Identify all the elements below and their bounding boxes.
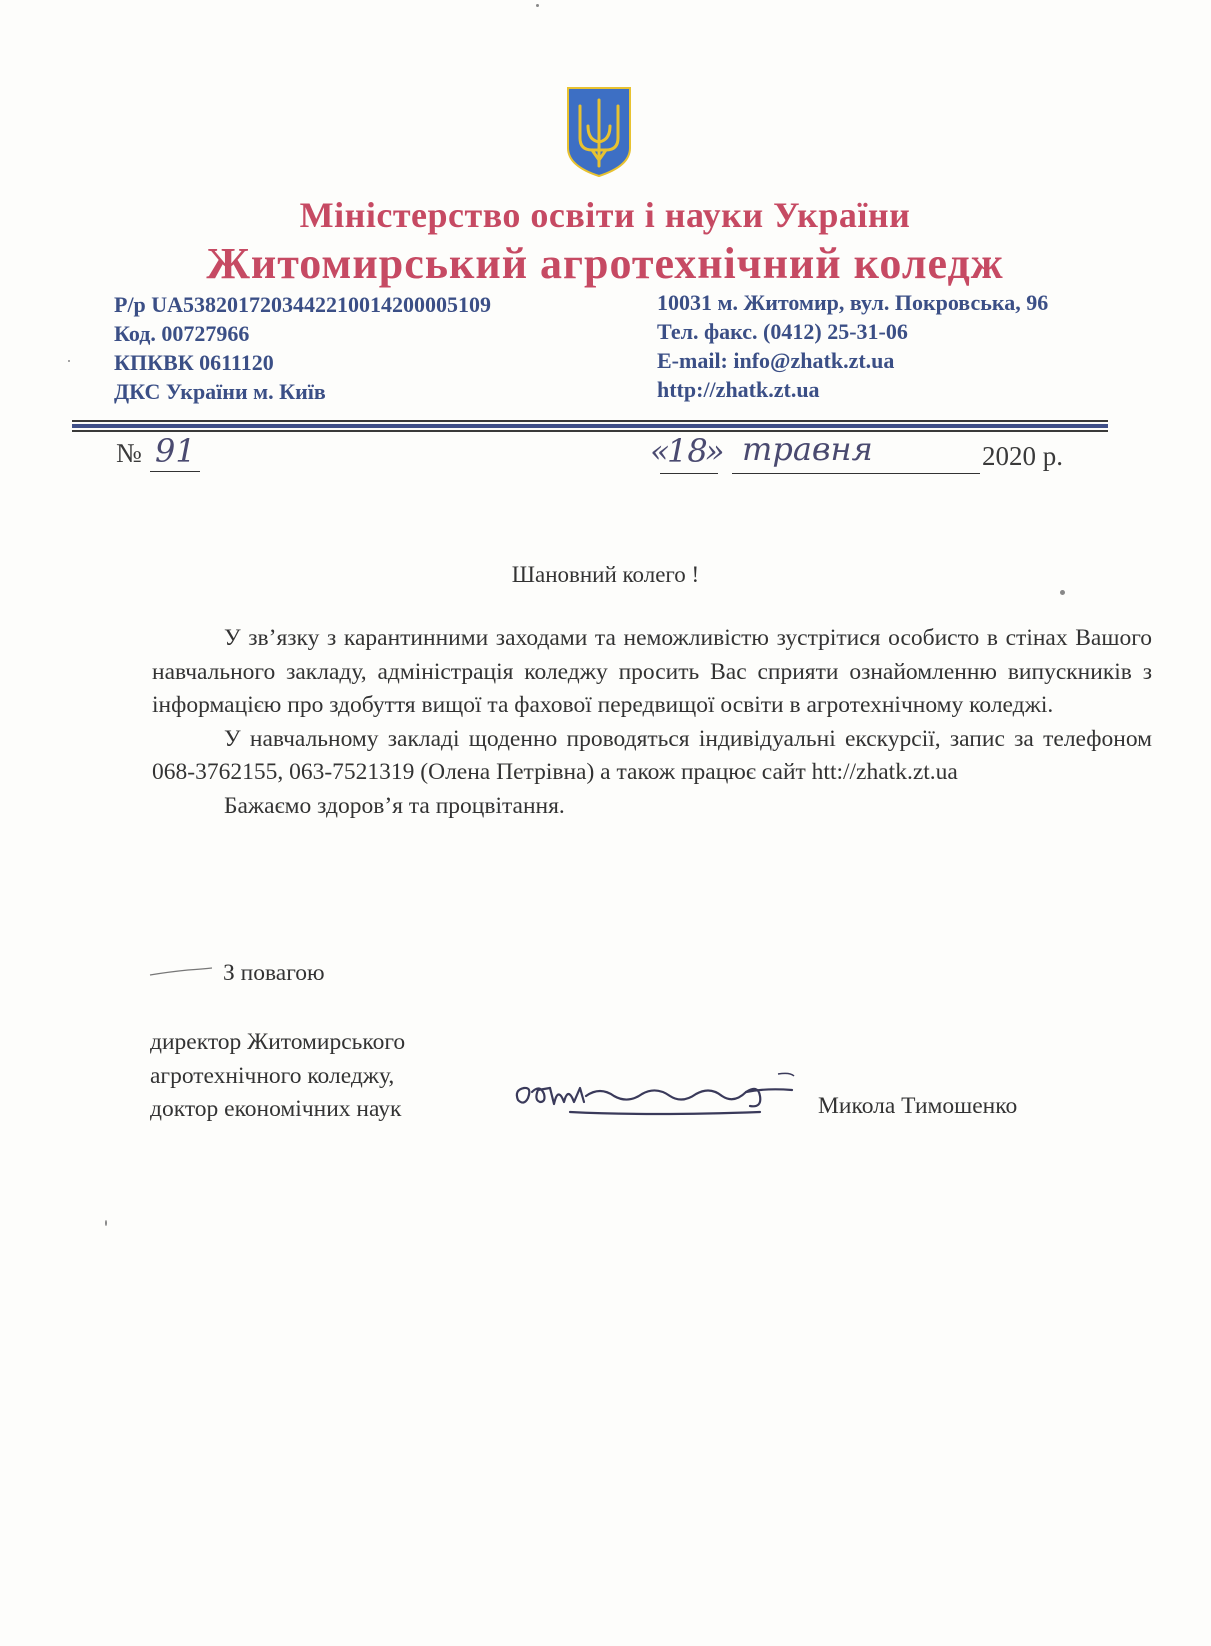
number-sign: № <box>116 438 142 468</box>
pen-mark <box>148 966 214 978</box>
signatory-line: агротехнічного коледжу, <box>150 1062 395 1089</box>
trident-emblem-icon <box>566 86 632 178</box>
email-address: E-mail: info@zhatk.zt.ua <box>657 348 895 373</box>
closing-regards: З повагою <box>223 960 325 986</box>
day-underline <box>660 473 718 474</box>
paper-speck <box>1060 590 1065 595</box>
paper-speck <box>536 4 539 7</box>
bank-account: Р/р UA538201720344221001420000510​9 <box>114 292 492 317</box>
paragraph: У навчальному закладі щоденно проводяться індивідуальні екскурсії, запис за телефоном 068-3762155, 063-7521319 (Олена Петрівна) а також працює сайт htt://zhatk.zt.ua <box>152 725 1152 785</box>
director-name: Микола Тимошенко <box>818 1093 1018 1119</box>
bank-requisites <box>114 290 491 406</box>
date-open-quote: « <box>650 432 670 470</box>
kpkvk-code: КПКВК 0611120 <box>114 350 274 375</box>
website-address: http://zhatk.zt.ua <box>657 377 820 402</box>
greeting: Шановний колего ! <box>511 562 700 587</box>
paragraph: Бажаємо здоров’я та процвітання. <box>224 792 565 819</box>
month-underline <box>732 473 980 474</box>
phone-fax: Тел. факс. (0412) 25-31-06 <box>657 319 908 344</box>
header-divider-top <box>72 420 1108 422</box>
date-day: 18 <box>667 432 708 470</box>
header-divider-middle <box>72 424 1108 428</box>
date-year: 2020 р. <box>982 441 1063 471</box>
date-close-quote: » <box>705 432 725 470</box>
header-divider-bottom <box>72 430 1108 432</box>
signatory-title <box>150 1026 405 1127</box>
paper-speck <box>68 360 70 362</box>
date-month: травня <box>742 430 873 468</box>
college-title: Житомирський агротехнічний коледж <box>206 239 1004 288</box>
letter-body <box>152 622 1152 823</box>
ministry-title: Міністерство освіти і науки України <box>299 195 911 235</box>
handwritten-signature <box>510 1072 795 1122</box>
contact-requisites <box>657 288 1048 404</box>
signatory-line: директор Житомирського <box>150 1029 406 1055</box>
paragraph: У зв’язку з карантинними заходами та неможливістю зустрітися особисто в стінах Вашого навчального закладу, адміністрація коледжу просить Вас сприяти ознайомленню випускників з інформацією про здобуття вищої та фахової передвищої освіти в агротехнічному коледжі. <box>152 625 1152 718</box>
edrpou-code: Код. 00727966 <box>114 321 250 346</box>
signatory-line: доктор економічних наук <box>150 1096 402 1122</box>
postal-address: 10031 м. Житомир, вул. Покровська, 96 <box>657 290 1049 315</box>
paper-speck <box>105 1220 107 1226</box>
treasury: ДКС України м. Київ <box>114 379 326 404</box>
number-underline <box>150 471 200 472</box>
outgoing-number: 91 <box>155 432 196 470</box>
